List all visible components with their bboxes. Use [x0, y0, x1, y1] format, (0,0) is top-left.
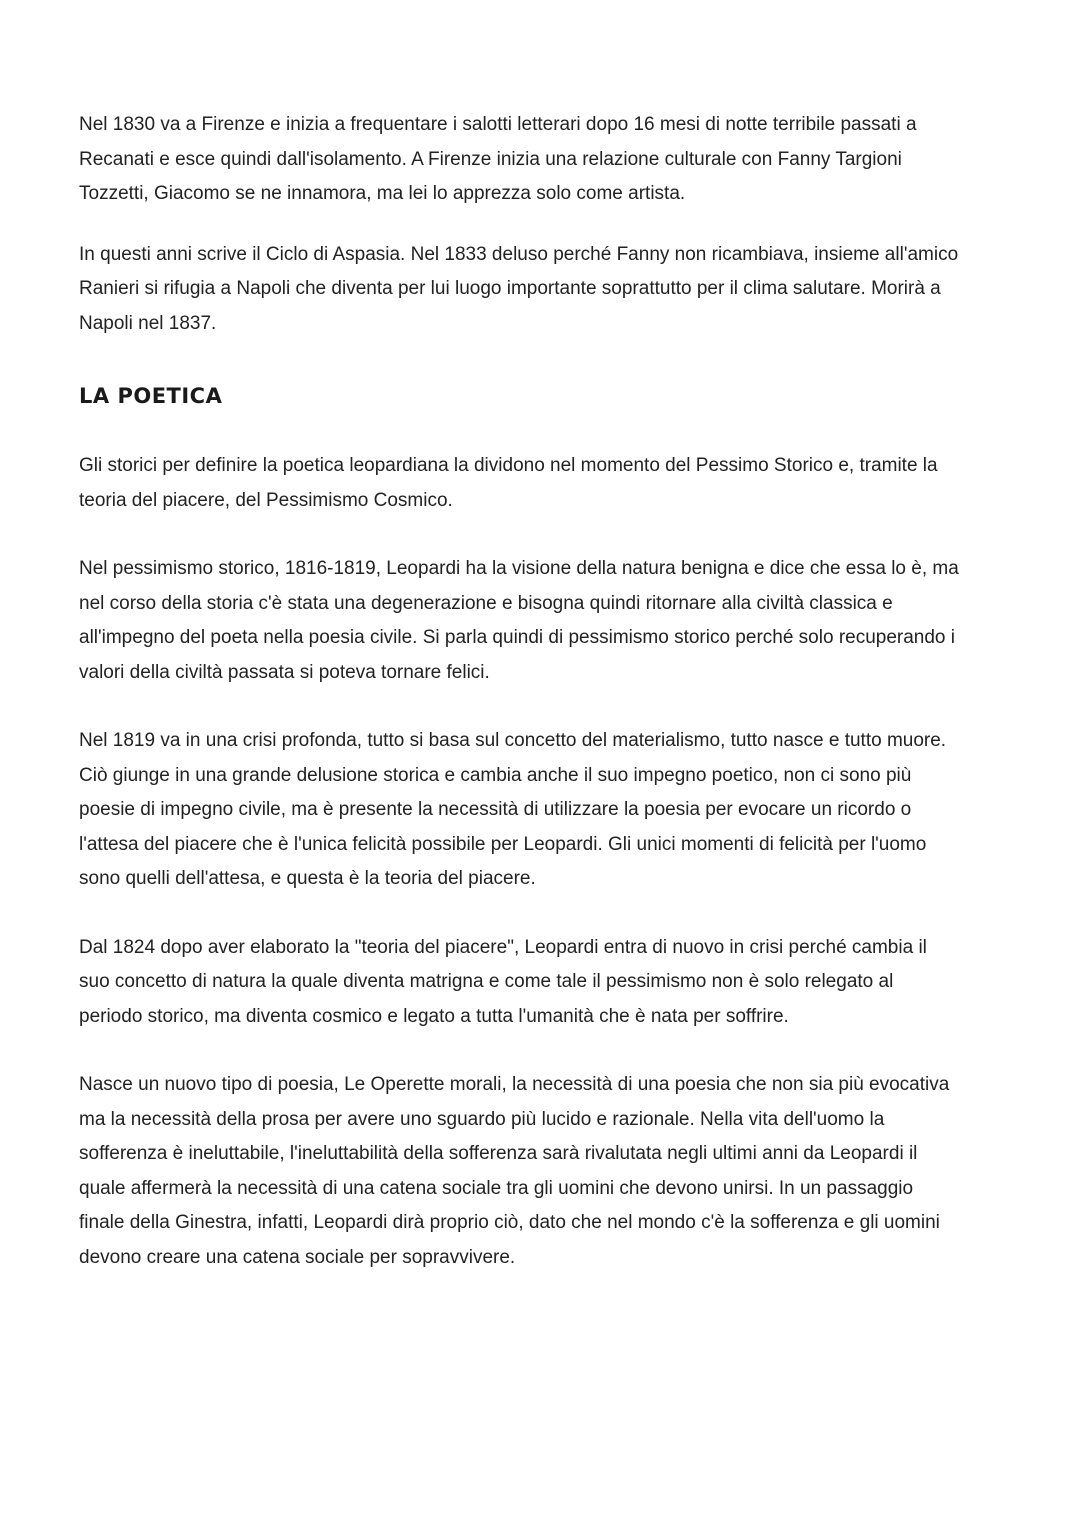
section-heading-la-poetica: LA POETICA — [79, 384, 223, 408]
paragraph-pessimismo-cosmico: Dal 1824 dopo aver elaborato la "teoria del piacere", Leopardi entra di nuovo in crisi perché cambia il suo concetto di natura la quale diventa matrigna e come tale il pessimismo non è solo relegato al periodo storico, ma diventa cosmico e legato a tutta l'umanità che è nata per soffrire. — [79, 936, 927, 1027]
paragraph-aspasia: In questi anni scrive il Ciclo di Aspasia. Nel 1833 deluso perché Fanny non ricambiava, insieme all'amico Ranieri si rifugia a Napoli che diventa per lui luogo importante soprattutto per il clima salutare. Morirà a Napoli nel 1837. — [79, 243, 959, 334]
document-page — [79, 108, 1019, 1275]
paragraph-poetica-intro: Gli storici per definire la poetica leopardiana la dividono nel momento del Pessimo Storico e, tramite la teoria del piacere, del Pessimismo Cosmico. — [79, 455, 938, 511]
paragraph-operette-morali: Nasce un nuovo tipo di poesia, Le Operette morali, la necessità di una poesia che non sia più evocativa ma la necessità della prosa per avere uno sguardo più lucido e razionale. Nella vita dell'uomo la sofferenza è ineluttabile, l'ineluttabilità della sofferenza sarà rivalutata negli ultimi anni da Leopardi il quale affermerà la necessità di una catena sociale tra gli uomini che devono unirsi. In un passaggio finale della Ginestra, infatti, Leopardi dirà proprio ciò, dato che nel mondo c'è la sofferenza e gli uomini devono creare una catena sociale per sopravvivere. — [79, 1074, 950, 1268]
paragraph-crisi-1819: Nel 1819 va in una crisi profonda, tutto si basa sul concetto del materialismo, tutto nasce e tutto muore. Ciò giunge in una grande delusione storica e cambia anche il suo impegno poetico, non ci sono più poesie di impegno civile, ma è presente la necessità di utilizzare la poesia per evocare un ricordo o l'attesa del piacere che è l'unica felicità possibile per Leopardi. Gli unici momenti di felicità per l'uomo sono quelli dell'attesa, e questa è la teoria del piacere. — [79, 730, 947, 889]
paragraph-firenze: Nel 1830 va a Firenze e inizia a frequentare i salotti letterari dopo 16 mesi di notte terribile passati a Recanati e esce quindi dall'isolamento. A Firenze inizia una relazione culturale con Fanny Targioni Tozzetti, Giacomo se ne innamora, ma lei lo apprezza solo come artista. — [79, 114, 917, 204]
paragraph-pessimismo-storico: Nel pessimismo storico, 1816-1819, Leopardi ha la visione della natura benigna e dice che essa lo è, ma nel corso della storia c'è stata una degenerazione e bisogna quindi ritornare alla civiltà classica e all'impegno del poeta nella poesia civile. Si parla quindi di pessimismo storico perché solo recuperando i valori della civiltà passata si poteva tornare felici. — [79, 558, 959, 683]
